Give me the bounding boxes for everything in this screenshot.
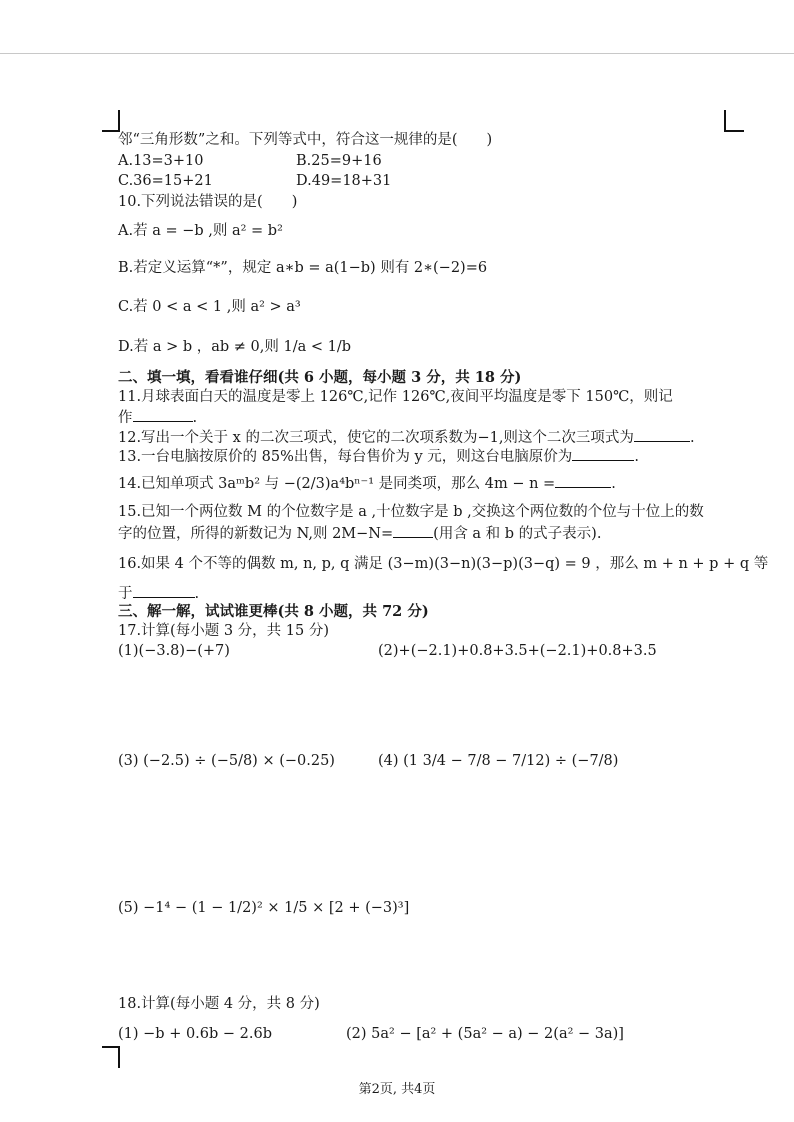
question-14 (118, 473, 616, 493)
answer-blank-16[interactable] (133, 583, 195, 598)
page-top-border (0, 53, 794, 54)
question-16-line-2 (118, 583, 199, 603)
crop-mark-bottom-left (102, 1046, 120, 1068)
option-9c: C.36=15+21 (118, 173, 213, 189)
answer-blank-13[interactable] (572, 446, 634, 461)
option-9d: D.49=18+31 (296, 173, 392, 189)
answer-blank-12[interactable] (634, 427, 690, 442)
problem-18-1: (1) −b + 0.6b − 2.6b (118, 1026, 272, 1042)
section-3-heading: 三、解一解，试试谁更棒(共 8 小题，共 72 分) (118, 603, 429, 620)
question-15-end: (用含 a 和 b 的式子表示). (433, 526, 602, 542)
question-13 (118, 446, 639, 466)
crop-mark-top-left (102, 110, 120, 132)
question-13-text: 13.一台电脑按原价的 85%出售，每台售价为 y 元，则这台电脑原价为 (118, 449, 573, 465)
question-12-text: 12.写出一个关于 x 的二次三项式，使它的二次项系数为−1,则这个二次三项式为 (118, 430, 634, 446)
question-12-end: . (689, 430, 695, 446)
question-9-stem-end: 邻“三角形数”之和。下列等式中，符合这一规律的是( ) (118, 132, 493, 148)
option-10d: D.若 a > b ，ab ≠ 0,则 1/a < 1/b (118, 339, 351, 355)
question-12 (118, 427, 695, 447)
question-10-stem: 10.下列说法错误的是( ) (118, 194, 298, 210)
question-17-heading: 17.计算(每小题 3 分，共 15 分) (118, 623, 329, 639)
question-16-prefix: 于 (118, 586, 133, 602)
option-9a: A.13=3+10 (118, 153, 204, 169)
answer-blank-15[interactable] (393, 523, 433, 538)
question-16-end: . (194, 586, 200, 602)
problem-17-5: (5) −1⁴ − (1 − 1/2)² × 1/5 × [2 + (−3)³] (118, 900, 410, 916)
question-14-text: 14.已知单项式 3aᵐb² 与 −(2/3)a⁴bⁿ⁻¹ 是同类项，那么 4m − n = (118, 476, 556, 492)
section-2-heading: 二、填一填，看看谁仔细(共 6 小题，每小题 3 分，共 18 分) (118, 369, 522, 386)
question-11-prefix: 作 (118, 410, 133, 426)
question-18-heading: 18.计算(每小题 4 分，共 8 分) (118, 996, 320, 1012)
problem-17-1: (1)(−3.8)−(+7) (118, 643, 230, 659)
answer-blank-14[interactable] (555, 473, 611, 488)
page-number: 第2页, 共4页 (358, 1082, 436, 1097)
problem-17-4: (4) (1 3/4 − 7/8 − 7/12) ÷ (−7/8) (378, 753, 619, 769)
question-13-end: . (634, 449, 639, 465)
question-11-line-1: 11.月球表面白天的温度是零上 126℃,记作 126℃,夜间平均温度是零下 150℃，则记 (118, 389, 673, 405)
option-10a: A.若 a = −b ,则 a² = b² (118, 223, 283, 239)
problem-17-3: (3) (−2.5) ÷ (−5/8) × (−0.25) (118, 753, 335, 769)
question-14-end: . (611, 476, 616, 492)
question-11-end: . (192, 410, 198, 426)
option-9b: B.25=9+16 (296, 153, 382, 169)
problem-18-2: (2) 5a² − [a² + (5a² − a) − 2(a² − 3a)] (346, 1026, 624, 1042)
question-16-line-1: 16.如果 4 个不等的偶数 m, n, p, q 满足 (3−m)(3−n)(3−p)(3−q) = 9 ，那么 m + n + p + q 等 (118, 556, 769, 572)
option-10c: C.若 0 < a < 1 ,则 a² > a³ (118, 299, 301, 315)
question-15-line-1: 15.已知一个两位数 M 的个位数字是 a ,十位数字是 b ,交换这个两位数的个位与十位上的数 (118, 504, 704, 520)
option-10b: B.若定义运算“*”，规定 a∗b = a(1−b) 则有 2∗(−2)=6 (118, 260, 488, 276)
question-15-prefix: 字的位置，所得的新数记为 N,则 2M−N= (118, 526, 394, 542)
problem-17-2: (2)+(−2.1)+0.8+3.5+(−2.1)+0.8+3.5 (378, 643, 657, 659)
answer-blank-11[interactable] (133, 407, 193, 422)
question-11-line-2 (118, 407, 197, 427)
question-15-line-2 (118, 523, 601, 543)
crop-mark-top-right (724, 110, 744, 132)
